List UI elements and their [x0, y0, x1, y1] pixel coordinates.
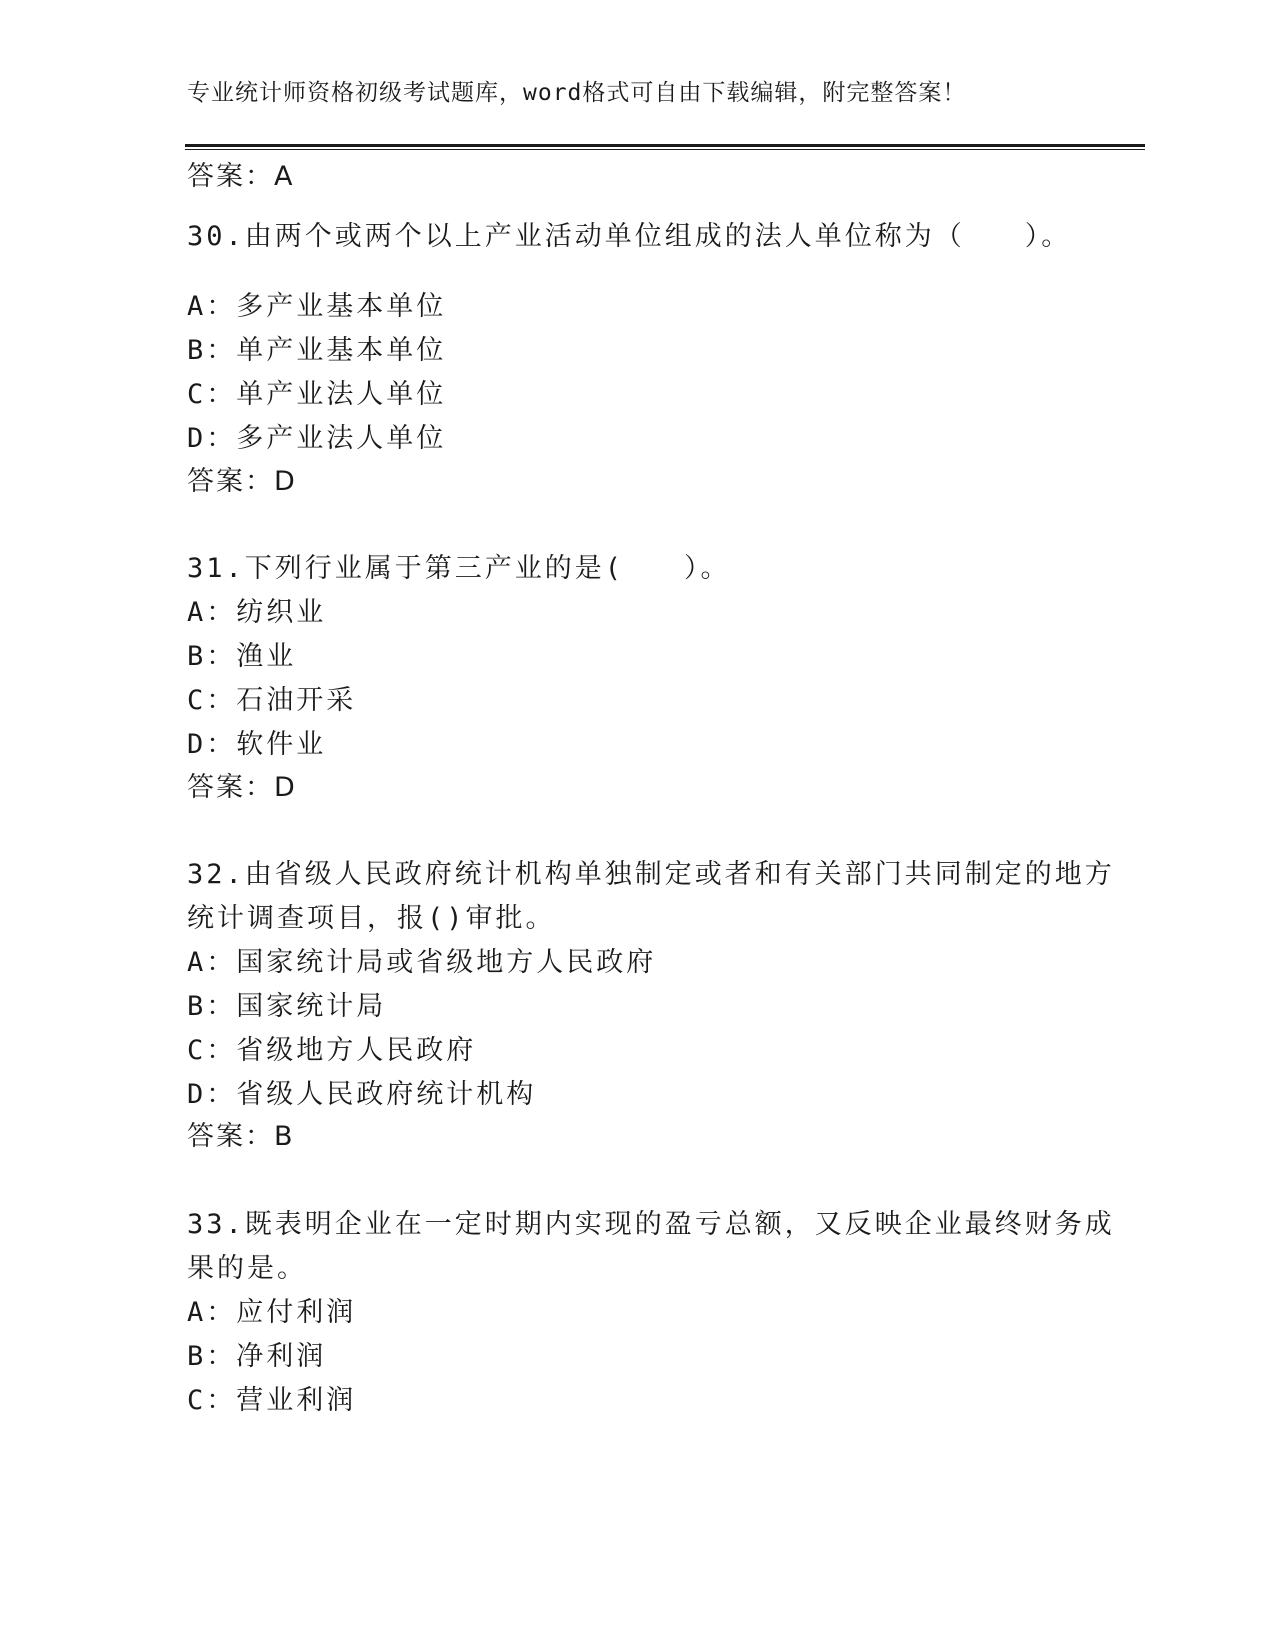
- question-30-option-c: C：单产业法人单位: [187, 379, 447, 410]
- question-32-option-c: C：省级地方人民政府: [187, 1035, 477, 1066]
- question-31-option-a: A：纺织业: [187, 597, 327, 628]
- question-32-stem-line-2: 统计调查项目，报()审批。: [187, 903, 556, 934]
- question-33-option-a: A：应付利润: [187, 1297, 357, 1328]
- question-31-stem: 31.下列行业属于第三产业的是( ）。: [187, 553, 731, 584]
- question-33-stem-line-2: 果的是。: [187, 1253, 307, 1284]
- question-31-answer: 答案：D: [187, 772, 297, 803]
- question-31-option-b: B：渔业: [187, 641, 297, 672]
- question-30-option-a: A：多产业基本单位: [187, 291, 447, 322]
- question-32-option-b: B：国家统计局: [187, 991, 387, 1022]
- question-31-option-d: D：软件业: [187, 729, 327, 760]
- question-30-option-d: D：多产业法人单位: [187, 423, 447, 454]
- question-30-stem: 30.由两个或两个以上产业活动单位组成的法人单位称为（ ）。: [187, 221, 1072, 252]
- header-rule-thick: [185, 144, 1145, 147]
- answer-previous: 答案：A: [187, 161, 295, 192]
- question-33-option-b: B：净利润: [187, 1341, 327, 1372]
- question-32-answer: 答案：B: [187, 1121, 295, 1152]
- question-30-answer: 答案：D: [187, 466, 297, 497]
- question-32-stem-line-1: 32.由省级人民政府统计机构单独制定或者和有关部门共同制定的地方: [187, 859, 1115, 890]
- page-header: 专业统计师资格初级考试题库，word格式可自由下载编辑，附完整答案！: [187, 80, 967, 106]
- question-32-option-d: D：省级人民政府统计机构: [187, 1079, 537, 1110]
- header-rule-thin: [185, 149, 1145, 150]
- question-30-option-b: B：单产业基本单位: [187, 335, 447, 366]
- question-33-option-c: C：营业利润: [187, 1385, 357, 1416]
- question-33-stem-line-1: 33.既表明企业在一定时期内实现的盈亏总额，又反映企业最终财务成: [187, 1209, 1115, 1240]
- question-31-option-c: C：石油开采: [187, 685, 357, 716]
- question-32-option-a: A：国家统计局或省级地方人民政府: [187, 947, 657, 978]
